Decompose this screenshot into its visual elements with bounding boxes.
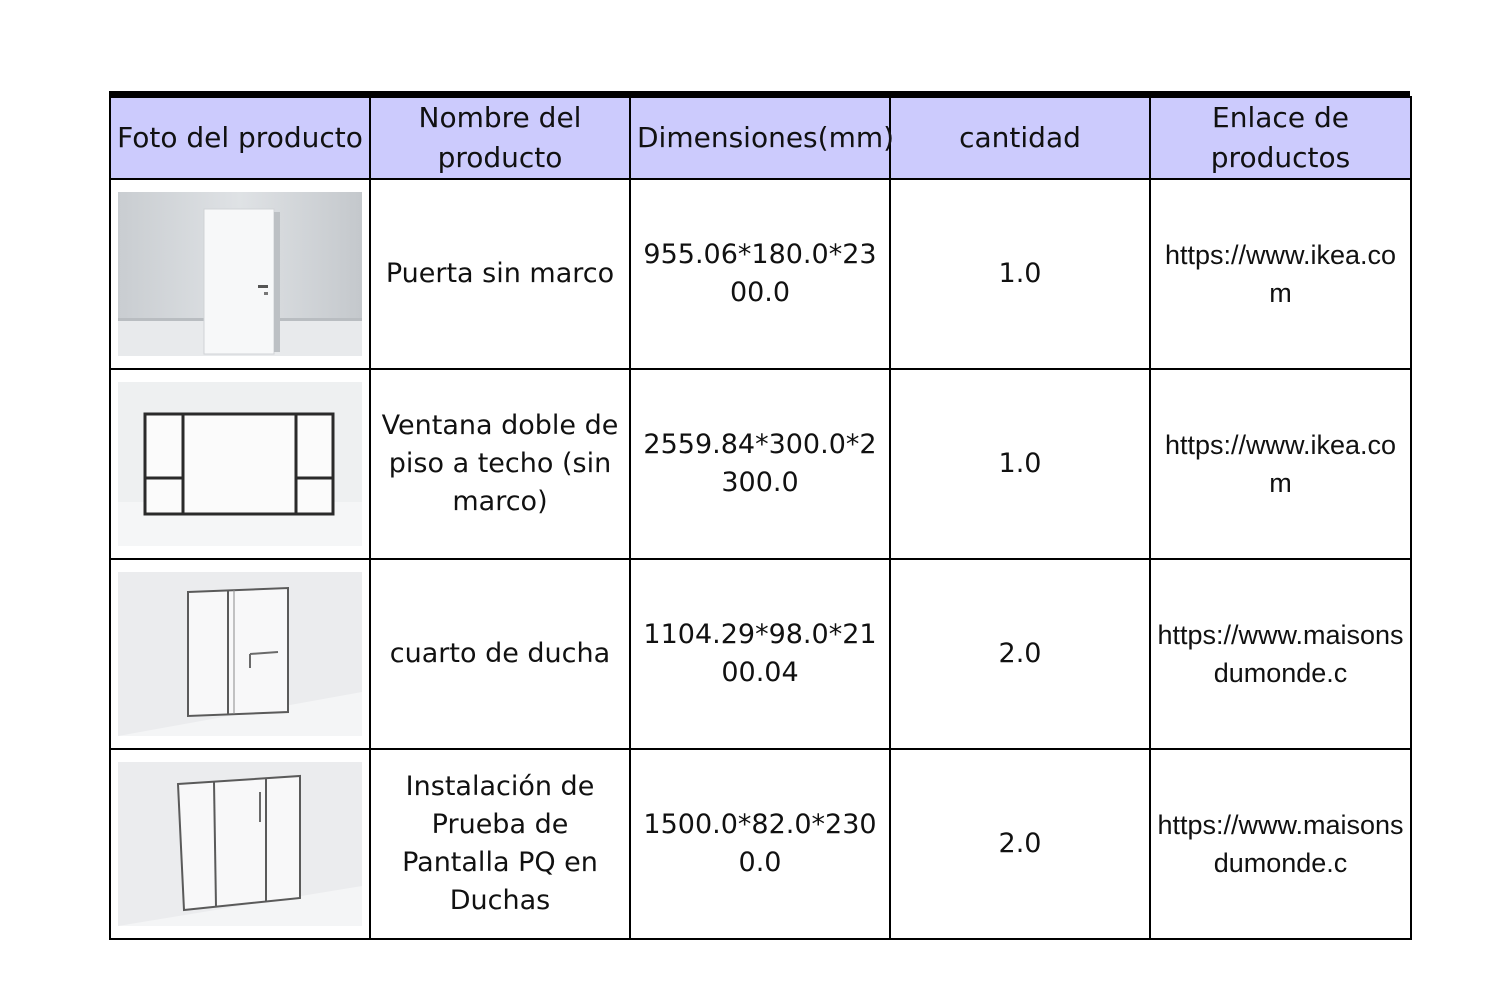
header-dimensions: Dimensiones(mm)	[630, 97, 890, 179]
product-dimensions: 1500.0*82.0*2300.0	[630, 749, 890, 939]
product-dimensions: 1104.29*98.0*2100.04	[630, 559, 890, 749]
photo-cell	[110, 559, 370, 749]
product-quantity: 2.0	[890, 559, 1150, 749]
product-dimensions: 955.06*180.0*2300.0	[630, 179, 890, 369]
header-link: Enlace de productos	[1150, 97, 1411, 179]
product-link[interactable]: https://www.ikea.com	[1150, 369, 1411, 559]
product-link[interactable]: https://www.maisonsdumonde.c	[1150, 559, 1411, 749]
product-quantity: 1.0	[890, 179, 1150, 369]
shower-screen-photo	[118, 762, 362, 926]
product-name: cuarto de ducha	[370, 559, 630, 749]
product-quantity: 2.0	[890, 749, 1150, 939]
header-name: Nombre del producto	[370, 97, 630, 179]
product-quantity: 1.0	[890, 369, 1150, 559]
product-table	[109, 96, 1412, 940]
product-sheet	[109, 91, 1410, 940]
table-row	[110, 369, 1411, 559]
photo-cell	[110, 369, 370, 559]
shower-enclosure-photo	[118, 572, 362, 736]
product-name: Puerta sin marco	[370, 179, 630, 369]
header-photo: Foto del producto	[110, 97, 370, 179]
product-dimensions: 2559.84*300.0*2300.0	[630, 369, 890, 559]
header-row	[110, 97, 1411, 179]
table-row	[110, 749, 1411, 939]
product-link[interactable]: https://www.ikea.com	[1150, 179, 1411, 369]
product-name: Ventana doble de piso a techo (sin marco)	[370, 369, 630, 559]
photo-cell	[110, 749, 370, 939]
table-row	[110, 559, 1411, 749]
product-link[interactable]: https://www.maisonsdumonde.c	[1150, 749, 1411, 939]
window-photo	[118, 382, 362, 546]
photo-cell	[110, 179, 370, 369]
door-photo	[118, 192, 362, 356]
product-name: Instalación de Prueba de Pantalla PQ en Duchas	[370, 749, 630, 939]
table-row	[110, 179, 1411, 369]
header-quantity: cantidad	[890, 97, 1150, 179]
